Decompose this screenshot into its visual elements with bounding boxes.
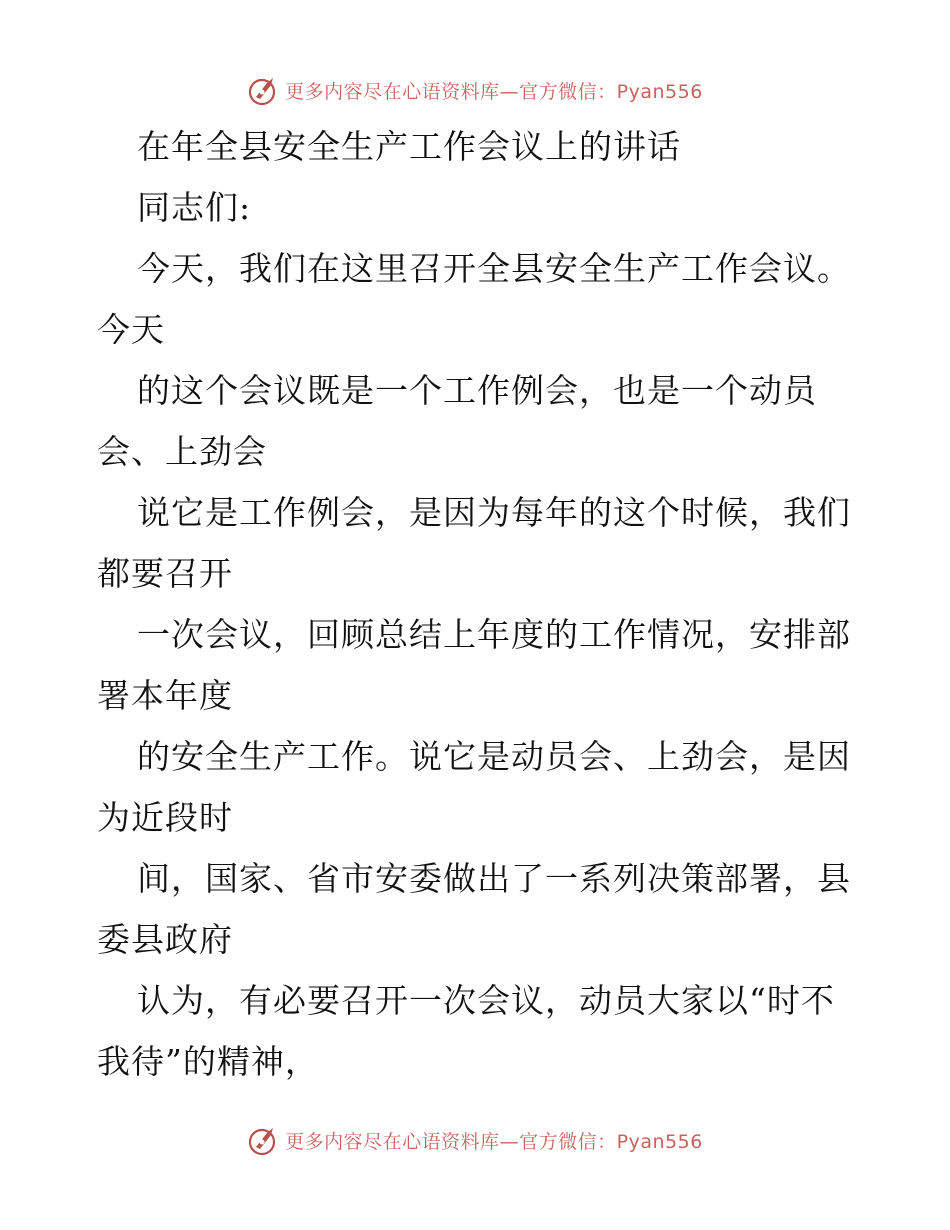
text-line: 的安全生产工作。说它是动员会、上劲会，是因: [137, 737, 851, 776]
text-line: 署本年度: [97, 676, 233, 715]
text-line: 我待”的精神，: [97, 1042, 319, 1081]
text-line: 说它是工作例会，是因为每年的这个时候，我们: [137, 493, 851, 532]
text-line: 在年全县安全生产工作会议上的讲话: [137, 127, 681, 166]
header-banner: [0, 68, 950, 112]
text-line: 委县政府: [97, 920, 233, 959]
text-line: 的这个会议既是一个工作例会，也是一个动员: [137, 371, 817, 410]
text-line: 间，国家、省市安委做出了一系列决策部署，县: [137, 859, 851, 898]
pen-nib-logo-icon: [247, 73, 281, 107]
text-line: 都要召开: [97, 554, 233, 593]
text-line: 认为，有必要召开一次会议，动员大家以“时不: [137, 981, 835, 1020]
document-body: [97, 116, 867, 1092]
text-line: 会、上劲会: [97, 432, 267, 471]
text-line: 同志们:: [137, 188, 252, 227]
text-line: 一次会议，回顾总结上年度的工作情况，安排部: [137, 615, 851, 654]
header-banner-text: 更多内容尽在心语资料库—官方微信：Pyan556: [285, 80, 703, 103]
text-line: 今天，我们在这里召开全县安全生产工作会议。: [137, 249, 851, 288]
footer-banner-text: 更多内容尽在心语资料库—官方微信：Pyan556: [285, 1130, 703, 1153]
footer-banner: [0, 1118, 950, 1162]
text-line: 为近段时: [97, 798, 233, 837]
pen-nib-logo-icon: [247, 1123, 281, 1157]
text-line: 今天: [97, 310, 165, 349]
